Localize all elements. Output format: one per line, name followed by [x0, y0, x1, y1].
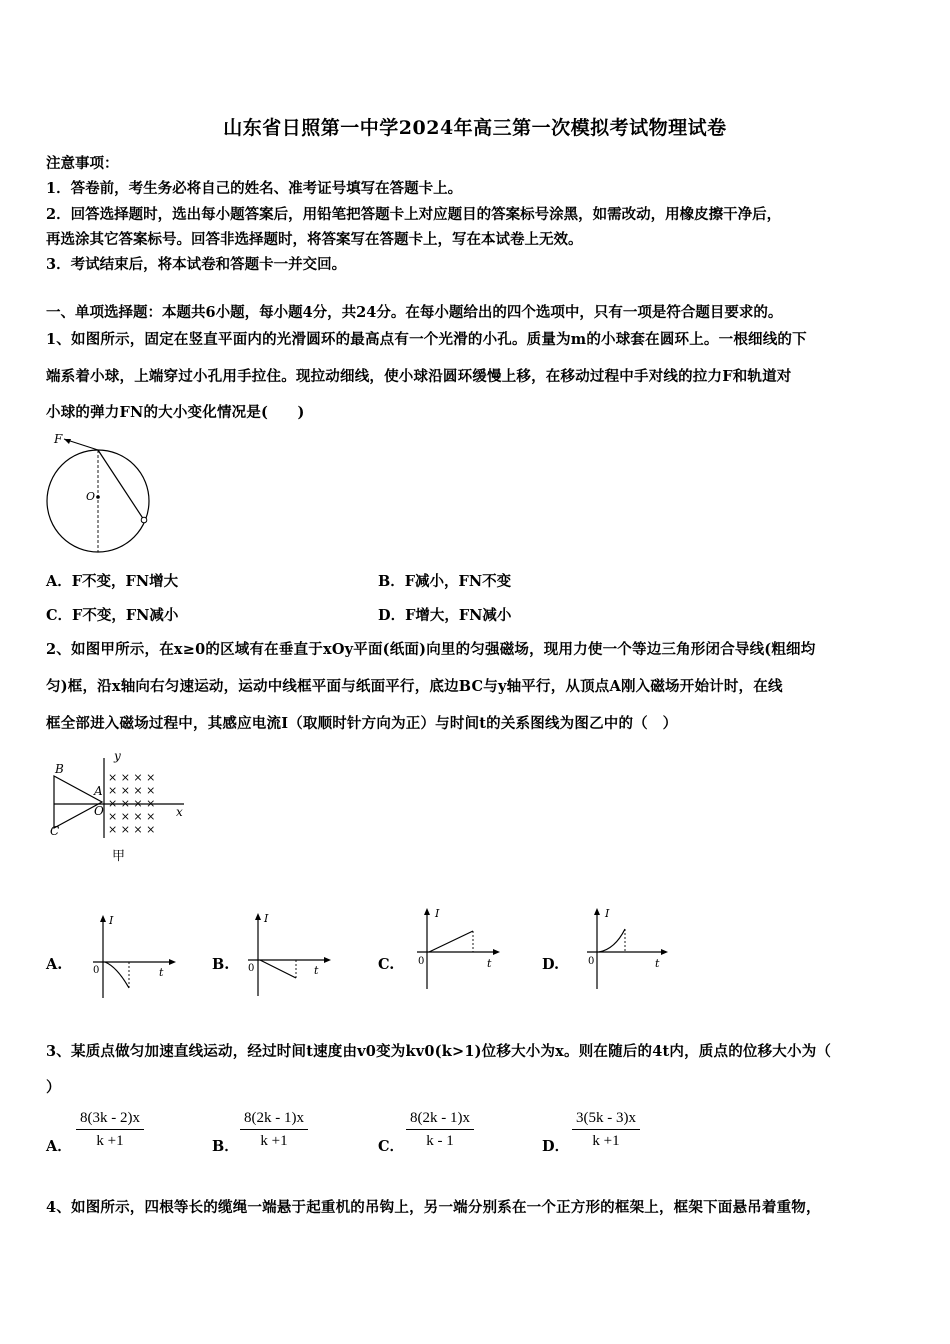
notice-item: 2．回答选择题时，选出每小题答案后，用铅笔把答题卡上对应题目的答案标号涂黑，如需改动，用橡皮擦干净后， [46, 206, 782, 223]
graph-d [575, 905, 675, 993]
svg-text:× × × ×: × × × × [108, 823, 156, 836]
denominator: k +1 [260, 1133, 288, 1149]
numerator: 8(2k - 1)x [406, 1110, 474, 1130]
arrow-up-icon [100, 915, 106, 922]
numerator: 3(5k - 3)x [572, 1110, 640, 1130]
string-line [98, 450, 144, 520]
notice-heading: 注意事项： [46, 155, 119, 172]
axis-t: t [487, 957, 492, 970]
numerator: 8(3k - 2)x [76, 1110, 144, 1130]
arrow-head-icon [64, 439, 71, 444]
q3-option-d-fraction [572, 1110, 640, 1150]
q4-text-line: 4、如图所示，四根等长的缆绳一端悬于起重机的吊钩上，另一端分别系在一个正方形的框架上，框架下面悬吊着重物， [46, 1199, 821, 1216]
graph-b-label: B. [212, 956, 230, 973]
axis-i: I [109, 914, 114, 927]
denominator: k - 1 [426, 1133, 454, 1149]
notice-item: 3．考试结束后，将本试卷和答题卡一并交回。 [46, 256, 347, 273]
svg-text:× × × ×: × × × × [108, 810, 156, 823]
q3-option-c-label: C． [378, 1138, 405, 1155]
q2-text-line: 框全部进入磁场过程中，其感应电流I（取顺时针方向为正）与时间t的关系图线为图乙中的（ ） [46, 715, 678, 732]
q1-circle-figure [40, 428, 160, 558]
axis-i: I [605, 907, 610, 920]
ball [141, 517, 147, 523]
q1-text-line: 端系着小球，上端穿过小孔用手拉住。现拉动细线，使小球沿圆环缓慢上移，在移动过程中手对线的拉力F和轨道对 [46, 368, 792, 385]
svg-text:× × × ×: × × × × [108, 771, 156, 784]
page-title: 山东省日照第一中学2024年高三第一次模拟考试物理试卷 [223, 117, 727, 139]
graph-a-label: A. [46, 956, 63, 973]
q3-text-line: ） [46, 1079, 61, 1096]
center-label: O [86, 490, 96, 503]
axis-i: I [264, 912, 269, 925]
force-label: F [54, 432, 63, 446]
q2-field-figure [44, 748, 194, 868]
section-heading: 一、单项选择题：本题共6小题，每小题4分，共24分。在每小题给出的四个选项中，只有一项是符合题目要求的。 [46, 304, 783, 321]
q1-option-c: C．F不变，FN减小 [46, 607, 179, 624]
denominator: k +1 [592, 1133, 620, 1149]
arrow-up-icon [594, 908, 600, 915]
origin-label: 0 [93, 965, 100, 976]
q2-text-line: 2、如图甲所示，在x≥0的区域有在垂直于xOy平面(纸面)向里的匀强磁场，现用力使一个等边三角形闭合导线(粗细均 [46, 641, 816, 658]
arrow-up-icon [255, 913, 261, 920]
graph-b [240, 910, 335, 1000]
q1-option-b: B．F减小，FN不变 [378, 573, 512, 590]
q3-option-a-label: A． [46, 1138, 72, 1155]
graph-c [405, 905, 505, 993]
label-x: x [176, 805, 183, 819]
origin-label: 0 [248, 963, 255, 974]
figure-caption: 甲 [112, 849, 126, 864]
arrow-right-icon [493, 949, 500, 955]
center-dot [96, 495, 100, 499]
q3-option-c-fraction [406, 1110, 474, 1150]
axis-t: t [314, 964, 319, 977]
axis-t: t [655, 957, 660, 970]
svg-text:× × × ×: × × × × [108, 797, 156, 810]
arrow-right-icon [169, 959, 176, 965]
axis-i: I [435, 907, 440, 920]
svg-text:× × × ×: × × × × [108, 784, 156, 797]
q1-option-d: D．F增大，FN减小 [378, 607, 512, 624]
origin-label: 0 [418, 956, 425, 967]
q3-option-d-label: D． [542, 1138, 570, 1155]
q1-text-line: 1、如图所示，固定在竖直平面内的光滑圆环的最高点有一个光滑的小孔。质量为m的小球套在圆环上。一根细线的下 [46, 331, 807, 348]
label-y: y [114, 749, 121, 763]
label-a: A [94, 784, 103, 798]
arrow-right-icon [324, 957, 331, 963]
notice-item: 1．答卷前，考生务必将自己的姓名、准考证号填写在答题卡上。 [46, 180, 463, 197]
label-b: B [55, 762, 64, 776]
graph-a [85, 912, 180, 1002]
q3-option-b-fraction [240, 1110, 308, 1150]
origin-label: 0 [588, 956, 595, 967]
q2-text-line: 匀)框，沿x轴向右匀速运动，运动中线框平面与纸面平行，底边BC与y轴平行，从顶点A刚入磁场开始计时，在线 [46, 678, 783, 695]
q1-option-a: A．F不变，FN增大 [46, 573, 179, 590]
notice-item: 再选涂其它答案标号。回答非选择题时，将答案写在答题卡上，写在本试卷上无效。 [46, 231, 583, 248]
field-crosses [108, 771, 155, 836]
q3-option-a-fraction [76, 1110, 144, 1150]
arrow-up-icon [424, 908, 430, 915]
denominator: k +1 [96, 1133, 124, 1149]
axis-t: t [159, 966, 164, 979]
graph-c-label: C. [378, 956, 395, 973]
q3-option-b-label: B． [212, 1138, 239, 1155]
graph-d-label: D. [542, 956, 560, 973]
arrow-right-icon [661, 949, 668, 955]
numerator: 8(2k - 1)x [240, 1110, 308, 1130]
label-o: O [94, 804, 104, 818]
q3-text-line: 3、某质点做匀加速直线运动，经过时间t速度由v0变为kv0(k>1)位移大小为x。则在随后的4t内，质点的位移大小为（ [46, 1043, 832, 1060]
q1-text-line: 小球的弹力FN的大小变化情况是( ) [46, 404, 305, 421]
label-c: C [50, 824, 60, 838]
